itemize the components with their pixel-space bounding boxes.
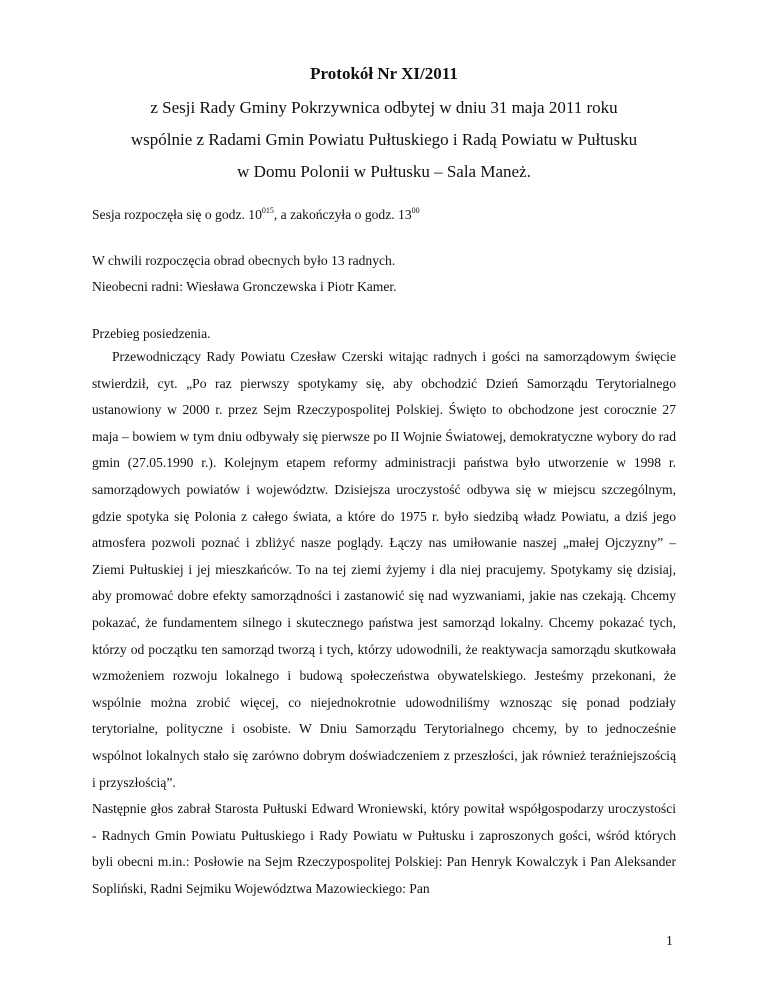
proceedings-heading: Przebieg posiedzenia.	[92, 326, 211, 341]
session-start-minutes: 015	[261, 206, 274, 215]
document-header	[0, 62, 768, 188]
document-title: Protokół Nr XI/2011	[310, 64, 458, 83]
subtitle-line: wspólnie z Radami Gmin Powiatu Pułtuskiego i Radą Powiatu w Pułtusku	[130, 130, 638, 149]
subtitle-line: z Sesji Rady Gminy Pokrzywnica odbytej w dniu 31 maja 2011 roku	[150, 98, 618, 117]
attendance-present: W chwili rozpoczęcia obrad obecnych było 13 radnych.	[92, 253, 396, 268]
session-times	[92, 206, 420, 223]
session-start-text: Sesja rozpoczęła się o godz. 10	[92, 207, 262, 222]
attendance-absent: Nieobecni radni: Wiesława Gronczewska i Piotr Kamer.	[92, 279, 397, 294]
paragraph: Przewodniczący Rady Powiatu Czesław Czerski witając radnych i gości na samorządowym święcie stwierdził, cyt. „Po raz pierwszy spotykamy się, aby obchodzić Dzień Samorządu Terytorialnego ustanowiony w 2000 r. przez Sejm Rzeczypospolitej Polskiej. Święto to obchodzone jest corocznie 27 maja – bowiem w tym dniu odbywały się pierwsze po II Wojnie Światowej, demokratyczne wybory do rad gmin (27.05.1990 r.). Kolejnym etapem reformy administracji państwa było utworzenie w 1998 r. samorządowych powiatów i województw. Dzisiejsza uroczystość odbywa się w miejscu szczególnym, gdzie spotyka się Polonia z całego świata, a które do 1975 r. było siedzibą władz Powiatu, a dziś jego atmosfera pozwoli poznać i zbliżyć nasze poglądy. Łączy nas umiłowanie naszej „małej Ojczyzny” – Ziemi Pułtuskiej i jej mieszkańców. To na tej ziemi żyjemy i dla niej pracujemy. Spotykamy się dzisiaj, aby promować dobre efekty samorządności i zastanowić się nad wyzwaniami, jakie nas czekają. Chcemy pokazać, że fundamentem silnego i skutecznego państwa jest samorząd lokalny. Chcemy pokazać tych, którzy od początku ten samorząd tworzą i tych, którzy udowodnili, że reaktywacja samorządu skutkowała wzmożeniem rozwoju lokalnego i budową społeczeństwa obywatelskiego. Jesteśmy przekonani, że wspólnie można zrobić więcej, co niejednokrotnie udowodniliśmy wznosząc się ponad podziały terytorialne, polityczne i osobiste. W Dniu Samorządu Terytorialnego chcemy, by to jednocześnie wspólnot lokalnych stało się zarówno dobrym doświadczeniem z przeszłości, jak również teraźniejszością i przyszłością”.	[92, 349, 676, 790]
session-end-text: , a zakończyła o godz. 13	[273, 207, 412, 222]
subtitle-line: w Domu Polonii w Pułtusku – Sala Maneż.	[237, 162, 531, 181]
paragraph: Następnie głos zabrał Starosta Pułtuski Edward Wroniewski, który powitał współgospodarzy uroczystości - Radnych Gmin Powiatu Pułtuskiego i Rady Powiatu w Pułtusku i zaproszonych gości, wśród których byli obecni m.in.: Posłowie na Sejm Rzeczypospolitej Polskiej: Pan Henryk Kowalczyk i Pan Aleksander Sopliński, Radni Sejmiku Województwa Mazowieckiego: Pan	[92, 801, 676, 896]
proceedings-body	[92, 344, 676, 902]
page-number: 1	[666, 933, 673, 948]
session-end-minutes: 00	[411, 206, 420, 215]
